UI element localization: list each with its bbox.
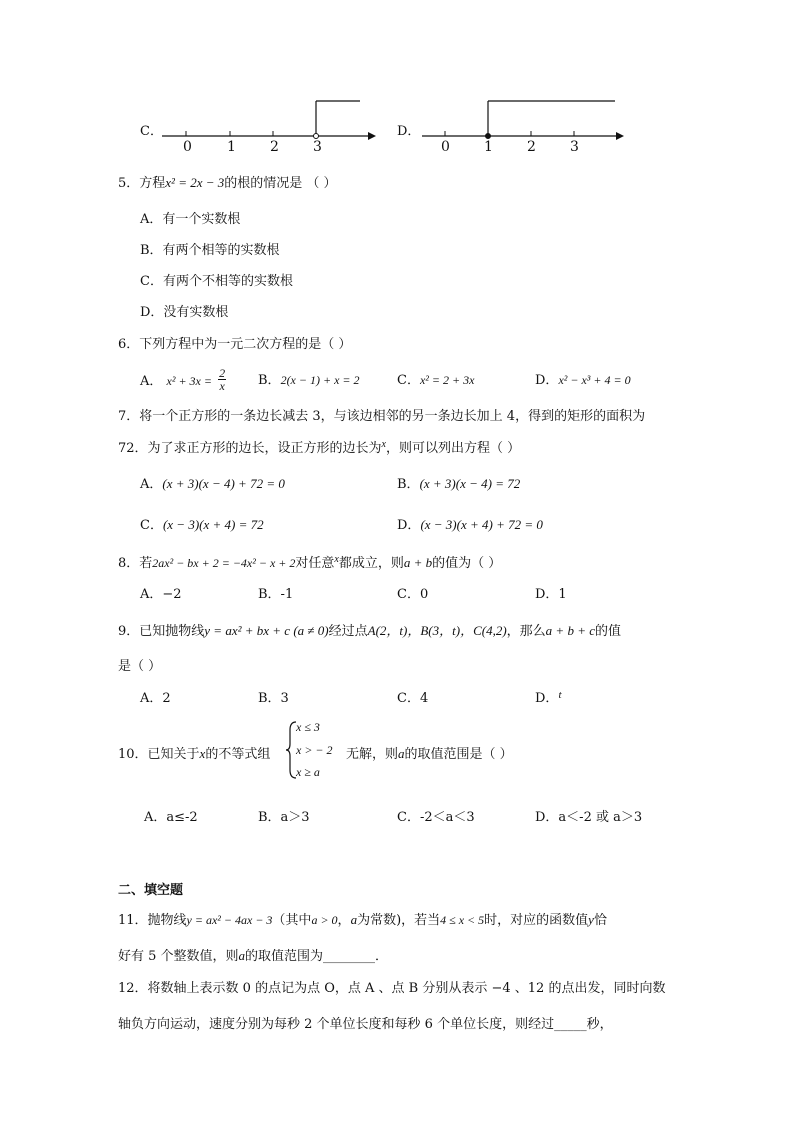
expr: (x + 3)(x − 4) + 72 = 0 <box>162 476 285 491</box>
text: 的根的情况是 （ ） <box>224 176 337 191</box>
label: B． <box>258 373 281 388</box>
text: 72．为了求正方形的边长，设正方形的边长为 <box>118 441 382 456</box>
question-10-pre <box>118 743 270 762</box>
expr: a + b <box>403 555 433 570</box>
q5-option-d: D．没有实数根 <box>140 305 229 320</box>
variable: x <box>199 746 206 761</box>
q5-option-a: A．有一个实数根 <box>140 212 241 227</box>
expr: 4 ≤ x < 5 <box>440 913 485 927</box>
question-12-line2: 轴负方向运动，速度分别为每秒 2 个单位长度和每秒 6 个单位长度，则经过_____秒， <box>118 1017 613 1032</box>
option-d-label: D． <box>397 124 421 139</box>
question-12-line1: 12．将数轴上表示数 0 的点记为点 O，点 A 、点 B 分别从表示 −4 、12 的点出发，同时向数 <box>118 981 666 996</box>
text: ，则可以列出方程（ ） <box>386 441 521 456</box>
text: 5．方程 <box>118 176 166 191</box>
variable: a <box>238 948 246 963</box>
question-11-line1 <box>118 909 607 928</box>
text: （其中 <box>272 913 312 928</box>
q6-option-c <box>397 369 474 388</box>
q6-option-d <box>535 369 631 388</box>
expr: y = ax² + bx + c (a ≠ 0) <box>204 623 329 638</box>
label: A． <box>140 477 163 492</box>
section-heading: 二、填空题 <box>118 883 184 898</box>
text: 的取值范围为________． <box>245 949 389 964</box>
question-10-post <box>346 743 513 762</box>
q5-option-c: C．有两个不相等的实数根 <box>140 274 293 289</box>
q10-option-b: B．a＞3 <box>258 810 310 825</box>
question-9-line1 <box>118 620 621 639</box>
question-6-stem: 6．下列方程中为一元二次方程的是（ ） <box>118 337 352 352</box>
expr: x² − x³ + 4 = 0 <box>558 373 631 387</box>
text: 10．已知关于 <box>118 747 200 762</box>
expr: a + b + c <box>545 623 595 638</box>
question-9-line2: 是（ ） <box>118 659 162 674</box>
tick-label: 1 <box>484 139 493 155</box>
text: 的值 <box>595 624 622 639</box>
q7-option-d <box>397 514 543 533</box>
q8-option-d: D．1 <box>535 587 567 602</box>
q10-option-a: A．a≤-2 <box>144 810 198 825</box>
q7-option-a <box>140 473 285 492</box>
text: ，那么 <box>506 624 546 639</box>
label: D． <box>535 691 559 706</box>
text: 时，对应的函数值 <box>484 913 589 928</box>
text: 8．若 <box>118 556 153 571</box>
q9-option-b: B．3 <box>258 691 289 706</box>
q9-option-d <box>535 687 562 706</box>
expr: (x − 3)(x + 4) + 72 = 0 <box>420 517 543 532</box>
q9-option-c: C．4 <box>397 691 429 706</box>
tick-label: 2 <box>527 139 536 155</box>
question-5-stem <box>118 172 337 191</box>
tick-label: 0 <box>441 139 450 155</box>
label: D． <box>397 518 421 533</box>
q6-option-a <box>140 366 226 394</box>
q7-option-b <box>397 473 520 492</box>
text: 恰 <box>593 913 607 928</box>
question-11-line2 <box>118 945 388 964</box>
text: 经过点 <box>328 624 368 639</box>
text: 9．已知抛物线 <box>118 624 205 639</box>
expr: x² + 3x = <box>166 374 212 388</box>
expr: x² = 2 + 3x <box>419 373 475 387</box>
q10-option-d: D．a＜-2 或 a＞3 <box>535 810 643 825</box>
expr: 2ax² − bx + 2 = −4x² − x + 2 <box>152 556 296 570</box>
label: C． <box>397 373 420 388</box>
text: 都成立，则 <box>338 556 404 571</box>
text: 的值为（ ） <box>432 556 502 571</box>
variable: y <box>588 912 594 927</box>
q8-option-b: B．-1 <box>258 587 294 602</box>
text: 对任意 <box>295 556 335 571</box>
q6-option-b <box>258 369 360 388</box>
text: 的取值范围是（ ） <box>404 747 513 762</box>
expr: a > 0 <box>311 913 338 927</box>
text: ， <box>337 913 351 928</box>
q9-option-a: A．2 <box>140 691 171 706</box>
numerator: 2 <box>219 366 226 380</box>
q10-option-c: C．-2＜a＜3 <box>397 810 475 825</box>
system-line-2: x > − 2 <box>296 743 333 757</box>
text: 好有 5 个整数值，则 <box>118 949 239 964</box>
q8-option-c: C．0 <box>397 587 429 602</box>
label: A． <box>140 374 163 389</box>
question-7-line2 <box>118 437 520 456</box>
question-8-stem <box>118 552 501 571</box>
tick-label: 3 <box>313 139 322 155</box>
fraction <box>218 367 226 392</box>
expr: y = ax² − 4ax − 3 <box>186 913 273 927</box>
q5-option-b: B．有两个相等的实数根 <box>140 243 280 258</box>
variable: t <box>558 689 562 701</box>
points: A(2，t)，B(3，t)，C(4,2) <box>367 623 507 638</box>
question-7-line1: 7．将一个正方形的一条边长减去 3，与该边相邻的另一条边长加上 4，得到的矩形的面积为 <box>118 409 646 424</box>
text: 无解，则 <box>346 747 399 762</box>
text: 的不等式组 <box>205 747 271 762</box>
equation: x² = 2x − 3 <box>165 175 225 190</box>
variable: a <box>350 912 358 927</box>
tick-label: 0 <box>183 139 192 155</box>
tick-label: 1 <box>227 139 236 155</box>
denominator: x <box>219 379 225 393</box>
q8-option-a: A．−2 <box>140 587 182 602</box>
expr: 2(x − 1) + x = 2 <box>280 373 360 387</box>
text: 11．抛物线 <box>118 913 187 928</box>
system-line-3: x ≥ a <box>296 765 320 779</box>
text: 为常数)，若当 <box>357 913 441 928</box>
tick-label: 3 <box>570 139 579 155</box>
option-c-label: C． <box>140 124 163 139</box>
expr: (x − 3)(x + 4) = 72 <box>162 517 264 532</box>
label: C． <box>140 518 163 533</box>
expr: (x + 3)(x − 4) = 72 <box>419 476 521 491</box>
q7-option-c <box>140 514 264 533</box>
label: D． <box>535 373 559 388</box>
variable: a <box>398 746 405 761</box>
system-line-1: x ≤ 3 <box>296 720 320 734</box>
variable: x <box>334 554 339 565</box>
tick-label: 2 <box>270 139 279 155</box>
variable: x <box>381 439 386 450</box>
label: B． <box>397 477 420 492</box>
